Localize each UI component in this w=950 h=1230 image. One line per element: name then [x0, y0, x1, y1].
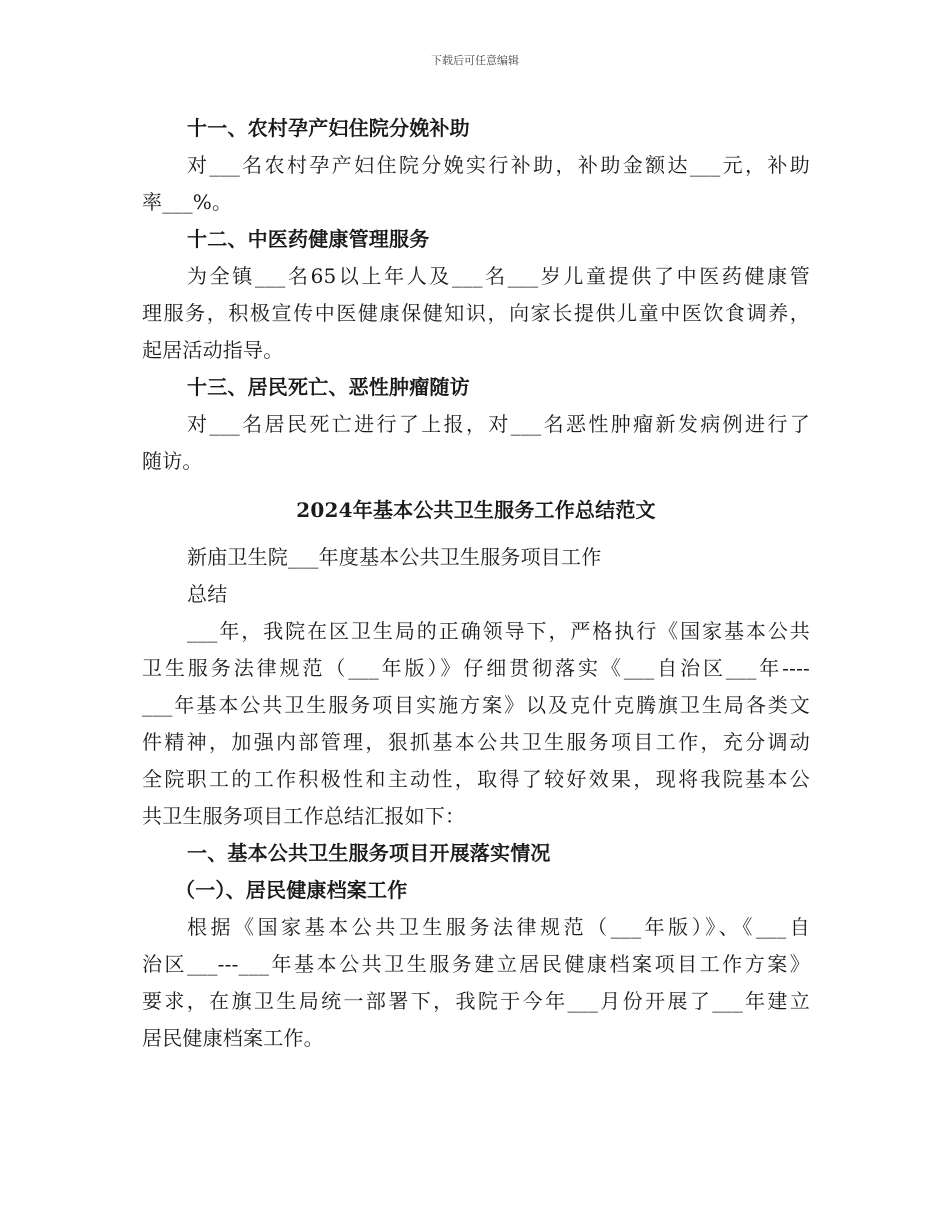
document-body — [142, 110, 810, 1057]
section-heading-1: 一、基本公共卫生服务项目开展落实情况 — [187, 841, 551, 865]
paragraph-line: ___年基本公共卫生服务项目实施方案》以及克什克腾旗卫生局各类文 — [142, 693, 810, 717]
paragraph-line: 全院职工的工作积极性和主动性，取得了较好效果，现将我院基本公 — [142, 767, 810, 791]
paragraph-line: 根据《国家基本公共卫生服务法律规范（___年版）》、《___自 — [187, 915, 810, 939]
paragraph-line: 对___名居民死亡进行了上报，对___名恶性肿瘤新发病例进行了 — [187, 412, 810, 436]
section-heading-12: 十二、中医药健康管理服务 — [187, 227, 430, 251]
paragraph-line: 理服务，积极宣传中医健康保健知识，向家长提供儿童中医饮食调养， — [142, 301, 810, 325]
paragraph-line: 居民健康档案工作。 — [142, 1026, 324, 1050]
paragraph-line: 治区___---___年基本公共卫生服务建立居民健康档案项目工作方案》 — [142, 952, 810, 976]
paragraph-line: 随访。 — [142, 449, 203, 473]
paragraph-line: 件精神，加强内部管理，狠抓基本公共卫生服务项目工作，充分调动 — [142, 730, 810, 754]
subsection-heading: （一）、居民健康档案工作 — [175, 878, 408, 902]
paragraph-line: 共卫生服务项目工作总结汇报如下： — [142, 804, 466, 828]
paragraph-line: 率___%。 — [142, 190, 233, 214]
paragraph-line: 卫生服务法律规范（___年版）》仔细贯彻落实《___自治区___年---- — [142, 656, 810, 680]
section-heading-13: 十三、居民死亡、恶性肿瘤随访 — [187, 375, 470, 399]
paragraph-line: 对___名农村孕产妇住院分娩实行补助，补助金额达___元，补助 — [187, 153, 810, 177]
page-header: 下载后可任意编辑 — [431, 54, 519, 67]
paragraph-line: 起居活动指导。 — [142, 338, 284, 362]
section-heading-11: 十一、农村孕产妇住院分娩补助 — [187, 116, 470, 140]
paragraph-line: ___年，我院在区卫生局的正确领导下，严格执行《国家基本公共 — [187, 619, 810, 643]
subtitle-line: 新庙卫生院___年度基本公共卫生服务项目工作 — [187, 545, 602, 569]
paragraph-line: 要求，在旗卫生局统一部署下，我院于今年___月份开展了___年建立 — [142, 989, 810, 1013]
paragraph-line: 为全镇___名65以上年人及___名___岁儿童提供了中医药健康管 — [187, 264, 810, 288]
subtitle-line: 总结 — [187, 582, 228, 606]
document-title: 2024年基本公共卫生服务工作总结范文 — [296, 498, 656, 522]
